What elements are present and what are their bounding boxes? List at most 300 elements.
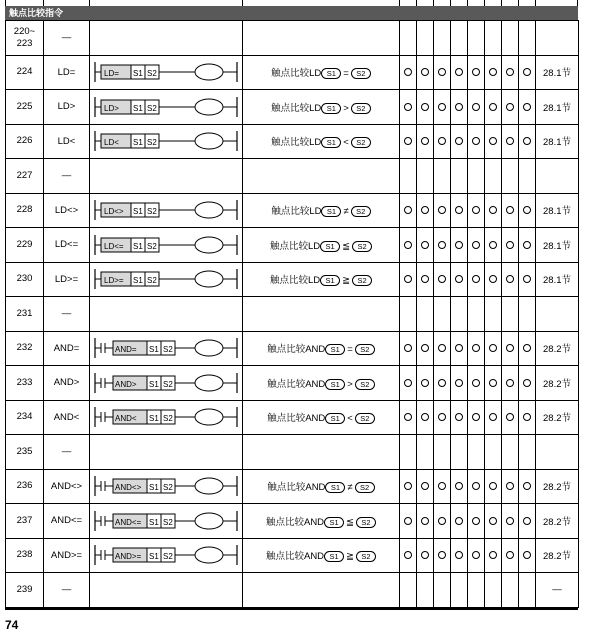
support-cell: [502, 193, 519, 228]
support-mark: [421, 482, 429, 490]
section-reference: 28.2节: [543, 344, 571, 356]
support-cell: [451, 193, 468, 228]
s2-symbol: S2: [351, 137, 371, 148]
support-cell: [451, 469, 468, 504]
fnc-number: 239: [16, 583, 33, 595]
support-cell: [519, 159, 536, 194]
comparison-operator: >: [343, 102, 349, 114]
s1-symbol: S1: [324, 551, 344, 562]
coil: [195, 375, 223, 391]
support-cell: [502, 21, 519, 56]
s2-symbol: S2: [352, 241, 372, 252]
support-mark: [404, 241, 412, 249]
ladder-cell: [90, 297, 243, 332]
description-cell: [243, 400, 400, 435]
support-cell: [519, 228, 536, 263]
support-mark: [472, 517, 480, 525]
support-mark: [404, 137, 412, 145]
support-cell: [434, 331, 451, 366]
fnc-number: 230: [16, 273, 33, 285]
support-mark: [523, 517, 531, 525]
mnemonic-cell: [44, 538, 90, 573]
support-mark: [523, 103, 531, 111]
support-cell: [417, 366, 434, 401]
page-number: 74: [5, 618, 19, 632]
support-cell: [502, 331, 519, 366]
support-mark: [506, 241, 514, 249]
support-mark: [523, 137, 531, 145]
reference-cell: [536, 55, 579, 90]
reference-cell: [536, 193, 579, 228]
fnc-number: 231: [16, 307, 33, 319]
support-cell: [519, 538, 536, 573]
support-mark: [438, 379, 446, 387]
support-mark: [404, 413, 412, 421]
support-mark: [506, 482, 514, 490]
coil: [195, 133, 223, 149]
support-cell: [485, 297, 502, 332]
support-cell: [400, 538, 417, 573]
support-cell: [417, 504, 434, 539]
support-cell: [434, 21, 451, 56]
support-cell: [400, 159, 417, 194]
s2-symbol: S2: [351, 206, 371, 217]
support-cell: [519, 193, 536, 228]
coil: [195, 202, 223, 218]
support-cell: [519, 435, 536, 470]
s1-symbol: S1: [325, 482, 345, 493]
ladder-cell: [90, 159, 243, 194]
ladder-cell: [90, 124, 243, 159]
description-text: 触点比较LD: [271, 206, 322, 218]
support-cell: [485, 159, 502, 194]
mnemonic-cell: [44, 55, 90, 90]
compare-label: AND<>: [115, 483, 142, 493]
support-cell: [451, 21, 468, 56]
s1-symbol: S1: [324, 517, 344, 528]
compare-label: LD<: [104, 138, 119, 148]
section-reference: 28.2节: [543, 516, 571, 528]
mnemonic-cell: [44, 331, 90, 366]
support-mark: [455, 206, 463, 214]
support-mark: [472, 68, 480, 76]
support-cell: [434, 366, 451, 401]
support-cell: [400, 573, 417, 608]
comparison-operator: <: [343, 137, 349, 149]
bottom-rule: [5, 608, 578, 610]
description-cell: [243, 538, 400, 573]
operand-s2: S2: [163, 483, 173, 493]
compare-label: LD>: [104, 103, 119, 113]
support-cell: [485, 366, 502, 401]
support-cell: [451, 262, 468, 297]
support-mark: [489, 206, 497, 214]
support-cell: [434, 228, 451, 263]
operand-s1: S1: [133, 241, 143, 251]
reference-cell: [536, 297, 579, 332]
mnemonic-cell: [44, 400, 90, 435]
support-mark: [455, 137, 463, 145]
reference-cell: [536, 469, 579, 504]
support-cell: [434, 90, 451, 125]
description-text: 触点比较AND: [267, 344, 326, 356]
fnc-number: 225: [16, 100, 33, 112]
support-cell: [434, 504, 451, 539]
support-cell: [468, 90, 485, 125]
support-mark: [421, 103, 429, 111]
support-mark: [523, 344, 531, 352]
comparison-operator: =: [347, 344, 353, 356]
support-cell: [400, 21, 417, 56]
operand-s2: S2: [147, 241, 157, 251]
s1-symbol: S1: [320, 275, 340, 286]
fnc-number-cell: [6, 400, 44, 435]
support-mark: [489, 275, 497, 283]
support-mark: [438, 275, 446, 283]
support-mark: [421, 206, 429, 214]
mnemonic-cell: [44, 124, 90, 159]
support-cell: [434, 159, 451, 194]
section-reference: 28.1节: [543, 102, 571, 114]
description-text: 触点比较AND: [265, 551, 325, 563]
support-cell: [519, 331, 536, 366]
support-mark: [421, 551, 429, 559]
description-text: 触点比较AND: [267, 482, 326, 494]
table-row: [6, 435, 579, 470]
ladder-diagram: [91, 92, 241, 122]
support-mark: [506, 275, 514, 283]
fnc-number: 236: [16, 480, 33, 492]
ladder-diagram: [91, 540, 241, 570]
support-mark: [489, 517, 497, 525]
support-cell: [502, 538, 519, 573]
s2-symbol: S2: [356, 517, 376, 528]
s2-symbol: S2: [355, 413, 375, 424]
mnemonic-cell: [44, 435, 90, 470]
support-cell: [434, 435, 451, 470]
mnemonic: AND<=: [50, 515, 83, 527]
support-cell: [468, 573, 485, 608]
support-cell: [519, 366, 536, 401]
reference-cell: [536, 124, 579, 159]
mnemonic-cell: [44, 504, 90, 539]
table-row: [6, 159, 579, 194]
s2-symbol: S2: [356, 551, 376, 562]
mnemonic: AND<: [53, 411, 80, 423]
compare-label: LD<=: [104, 241, 124, 251]
support-cell: [451, 400, 468, 435]
comparison-operator: ≧: [342, 275, 351, 287]
ladder-diagram: [91, 230, 241, 260]
operand-s1: S1: [149, 483, 159, 493]
support-mark: [455, 275, 463, 283]
support-mark: [455, 103, 463, 111]
fnc-number-cell: [6, 366, 44, 401]
s1-symbol: S1: [321, 137, 341, 148]
compare-label: AND>: [115, 379, 137, 389]
support-cell: [502, 366, 519, 401]
support-mark: [472, 275, 480, 283]
table-row: [6, 228, 579, 263]
support-cell: [400, 262, 417, 297]
support-cell: [417, 193, 434, 228]
reference-cell: [536, 262, 579, 297]
section-reference: 28.1节: [543, 137, 571, 149]
table-row: [6, 193, 579, 228]
support-mark: [438, 103, 446, 111]
description-cell: [243, 435, 400, 470]
support-cell: [485, 573, 502, 608]
description-cell: [243, 504, 400, 539]
support-cell: [502, 90, 519, 125]
support-cell: [468, 21, 485, 56]
compare-label: AND<=: [115, 517, 142, 527]
table-row: [6, 366, 579, 401]
support-mark: [489, 482, 497, 490]
section-reference: 28.1节: [543, 240, 571, 252]
description-cell: [243, 55, 400, 90]
description-cell: [243, 193, 400, 228]
operand-s1: S1: [133, 103, 143, 113]
support-mark: [523, 551, 531, 559]
mnemonic-cell: [44, 193, 90, 228]
support-mark: [489, 137, 497, 145]
support-mark: [523, 275, 531, 283]
operand-s1: S1: [133, 276, 143, 286]
reference-cell: [536, 21, 579, 56]
mnemonic: —: [61, 32, 72, 44]
support-cell: [519, 124, 536, 159]
support-mark: [489, 68, 497, 76]
support-cell: [451, 228, 468, 263]
comparison-operator: <: [347, 413, 353, 425]
support-cell: [485, 435, 502, 470]
ladder-cell: [90, 366, 243, 401]
mnemonic: —: [61, 170, 72, 182]
compare-label: AND=: [115, 345, 137, 355]
ladder-diagram: [91, 506, 241, 536]
fnc-number-cell: [6, 124, 44, 159]
fnc-number-cell: [6, 297, 44, 332]
support-cell: [400, 400, 417, 435]
table-row: [6, 504, 579, 539]
fnc-number: 227: [16, 169, 33, 181]
support-mark: [438, 517, 446, 525]
support-cell: [400, 124, 417, 159]
support-mark: [438, 137, 446, 145]
support-mark: [506, 551, 514, 559]
support-cell: [434, 55, 451, 90]
support-mark: [438, 68, 446, 76]
support-mark: [472, 379, 480, 387]
fnc-number: 233: [16, 376, 33, 388]
support-cell: [400, 193, 417, 228]
description-cell: [243, 90, 400, 125]
description-text: 触点比较AND: [267, 413, 326, 425]
instruction-table: [5, 20, 579, 608]
support-mark: [455, 413, 463, 421]
support-cell: [485, 228, 502, 263]
support-cell: [468, 469, 485, 504]
support-mark: [523, 379, 531, 387]
support-mark: [506, 379, 514, 387]
description-cell: [243, 159, 400, 194]
support-cell: [468, 193, 485, 228]
support-cell: [468, 435, 485, 470]
support-mark: [421, 275, 429, 283]
table-row: [6, 262, 579, 297]
support-mark: [523, 241, 531, 249]
operand-s2: S2: [163, 552, 173, 562]
support-cell: [417, 262, 434, 297]
coil: [195, 340, 223, 356]
operand-s2: S2: [163, 345, 173, 355]
comparison-operator: =: [343, 68, 349, 80]
coil: [195, 64, 223, 80]
reference-cell: [536, 90, 579, 125]
fnc-number: 234: [16, 411, 33, 423]
fnc-number: 232: [16, 342, 33, 354]
ladder-diagram: [91, 57, 241, 87]
operand-s2: S2: [147, 103, 157, 113]
table-row: [6, 400, 579, 435]
support-cell: [502, 573, 519, 608]
support-mark: [489, 379, 497, 387]
compare-label: AND>=: [115, 552, 142, 562]
comparison-operator: ≦: [346, 516, 355, 528]
support-cell: [400, 435, 417, 470]
ladder-diagram: [91, 126, 241, 156]
fnc-number: 220~ 223: [13, 25, 36, 49]
support-cell: [417, 90, 434, 125]
mnemonic: LD>=: [54, 273, 79, 285]
fnc-number-cell: [6, 21, 44, 56]
support-cell: [417, 159, 434, 194]
coil: [195, 409, 223, 425]
s1-symbol: S1: [325, 344, 345, 355]
support-cell: [434, 193, 451, 228]
support-cell: [468, 538, 485, 573]
section-reference: 28.1节: [543, 275, 571, 287]
support-cell: [417, 297, 434, 332]
operand-s2: S2: [163, 379, 173, 389]
fnc-number: 238: [16, 549, 33, 561]
ladder-cell: [90, 504, 243, 539]
support-mark: [438, 344, 446, 352]
reference-cell: [536, 504, 579, 539]
support-mark: [421, 517, 429, 525]
support-mark: [455, 482, 463, 490]
support-mark: [421, 241, 429, 249]
support-mark: [472, 344, 480, 352]
support-cell: [519, 469, 536, 504]
support-cell: [502, 435, 519, 470]
support-cell: [519, 573, 536, 608]
ladder-cell: [90, 573, 243, 608]
mnemonic-cell: [44, 159, 90, 194]
support-cell: [502, 55, 519, 90]
fnc-number-cell: [6, 228, 44, 263]
support-cell: [485, 55, 502, 90]
coil: [195, 237, 223, 253]
support-cell: [519, 55, 536, 90]
comparison-operator: ≠: [347, 482, 353, 494]
fnc-number: 237: [16, 514, 33, 526]
section-header: 触点比较指令: [5, 6, 578, 20]
reference-cell: [536, 538, 579, 573]
operand-s2: S2: [147, 207, 157, 217]
description-cell: [243, 124, 400, 159]
support-cell: [451, 90, 468, 125]
mnemonic: AND>: [53, 377, 80, 389]
fnc-number-cell: [6, 193, 44, 228]
fnc-number: 229: [16, 238, 33, 250]
fnc-number-cell: [6, 435, 44, 470]
support-cell: [519, 504, 536, 539]
support-cell: [468, 504, 485, 539]
table-row: [6, 21, 579, 56]
support-mark: [472, 137, 480, 145]
reference-cell: [536, 366, 579, 401]
s2-symbol: S2: [355, 482, 375, 493]
support-cell: [451, 366, 468, 401]
ladder-diagram: [91, 264, 241, 294]
support-cell: [519, 297, 536, 332]
ladder-cell: [90, 262, 243, 297]
section-reference: 28.2节: [543, 482, 571, 494]
section-reference: 28.2节: [543, 551, 571, 563]
fnc-number: 224: [16, 66, 33, 78]
support-mark: [523, 413, 531, 421]
s2-symbol: S2: [355, 344, 375, 355]
s1-symbol: S1: [321, 68, 341, 79]
mnemonic-cell: [44, 469, 90, 504]
description-text: 触点比较AND: [265, 516, 325, 528]
support-cell: [434, 573, 451, 608]
comparison-operator: ≠: [343, 206, 349, 218]
support-mark: [404, 206, 412, 214]
compare-label: LD=: [104, 69, 119, 79]
table-row: [6, 573, 579, 608]
section-reference: 28.1节: [543, 206, 571, 218]
support-mark: [506, 413, 514, 421]
section-reference: 28.2节: [543, 413, 571, 425]
mnemonic: AND<>: [50, 480, 83, 492]
support-mark: [489, 241, 497, 249]
reference-cell: [536, 331, 579, 366]
s2-symbol: S2: [355, 379, 375, 390]
mnemonic: LD=: [57, 66, 76, 78]
ladder-cell: [90, 331, 243, 366]
s1-symbol: S1: [320, 241, 340, 252]
ladder-diagram: [91, 402, 241, 432]
support-cell: [468, 262, 485, 297]
support-mark: [404, 379, 412, 387]
description-cell: [243, 469, 400, 504]
coil: [195, 271, 223, 287]
support-mark: [421, 379, 429, 387]
support-cell: [417, 228, 434, 263]
mnemonic: LD<>: [54, 204, 79, 216]
mnemonic-cell: [44, 228, 90, 263]
support-cell: [502, 297, 519, 332]
compare-label: LD<>: [104, 207, 124, 217]
mnemonic: AND>=: [50, 549, 83, 561]
support-cell: [468, 159, 485, 194]
support-cell: [468, 228, 485, 263]
operand-s1: S1: [149, 379, 159, 389]
ladder-cell: [90, 435, 243, 470]
